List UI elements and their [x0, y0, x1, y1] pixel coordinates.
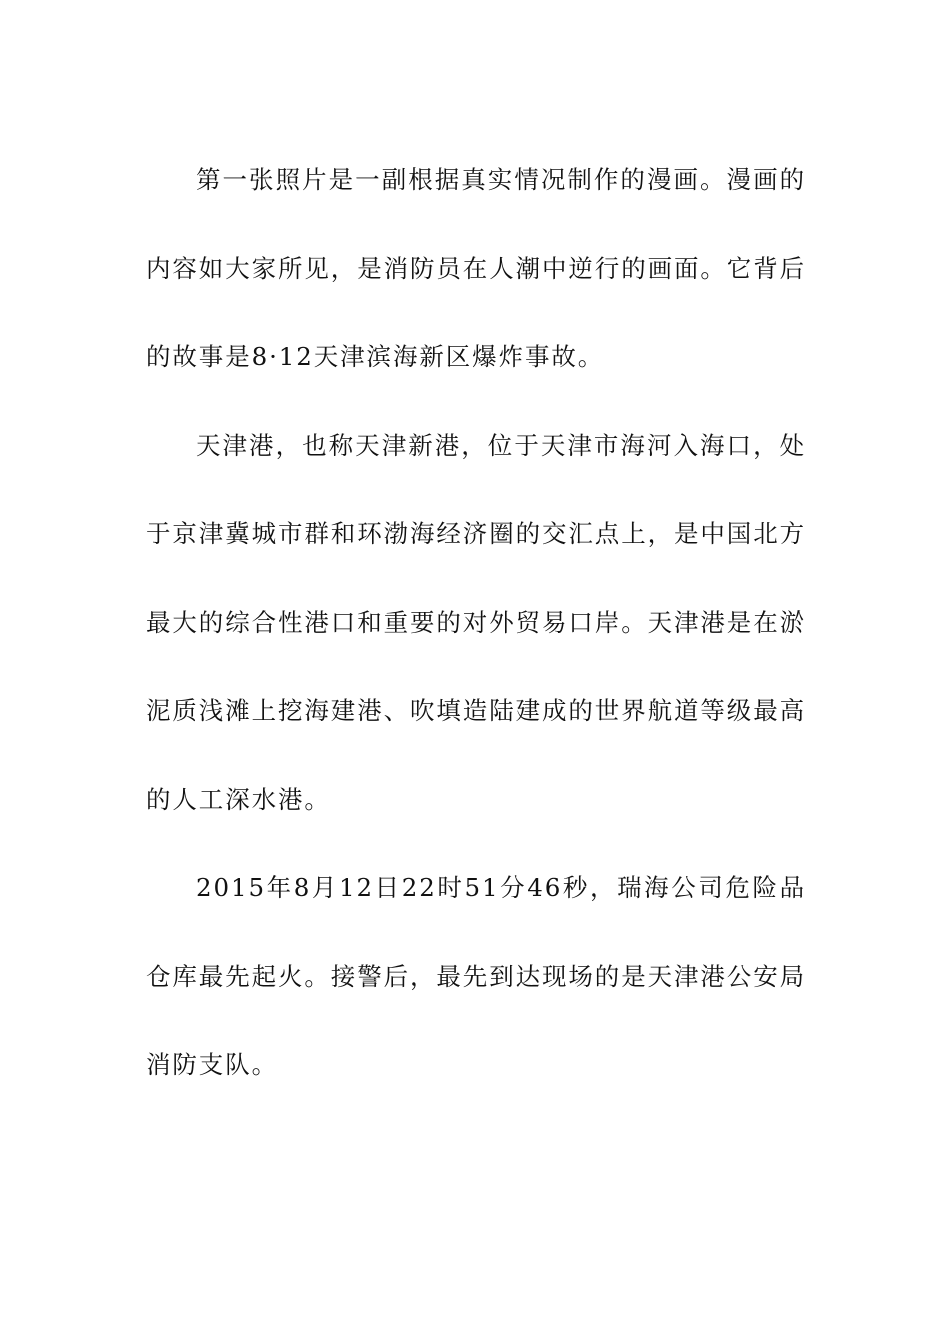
- paragraph-comic-intro: 第一张照片是一副根据真实情况制作的漫画。漫画的内容如大家所见，是消防员在人潮中逆行的画面。它背后的故事是8·12天津滨海新区爆炸事故。: [146, 165, 806, 371]
- paragraph-tianjin-port: 天津港，也称天津新港，位于天津市海河入海口，处于京津冀城市群和环渤海经济圈的交汇点上，是中国北方最大的综合性港口和重要的对外贸易口岸。天津港是在淤泥质浅滩上挖海建港、吹填造陆建成的世界航道等级最高的人工深水港。: [146, 430, 806, 814]
- paragraph-fire-timeline: 2015年8月12日22时51分46秒，瑞海公司危险品仓库最先起火。接警后，最先到达现场的是天津港公安局消防支队。: [146, 873, 806, 1079]
- document-body: [146, 136, 806, 1110]
